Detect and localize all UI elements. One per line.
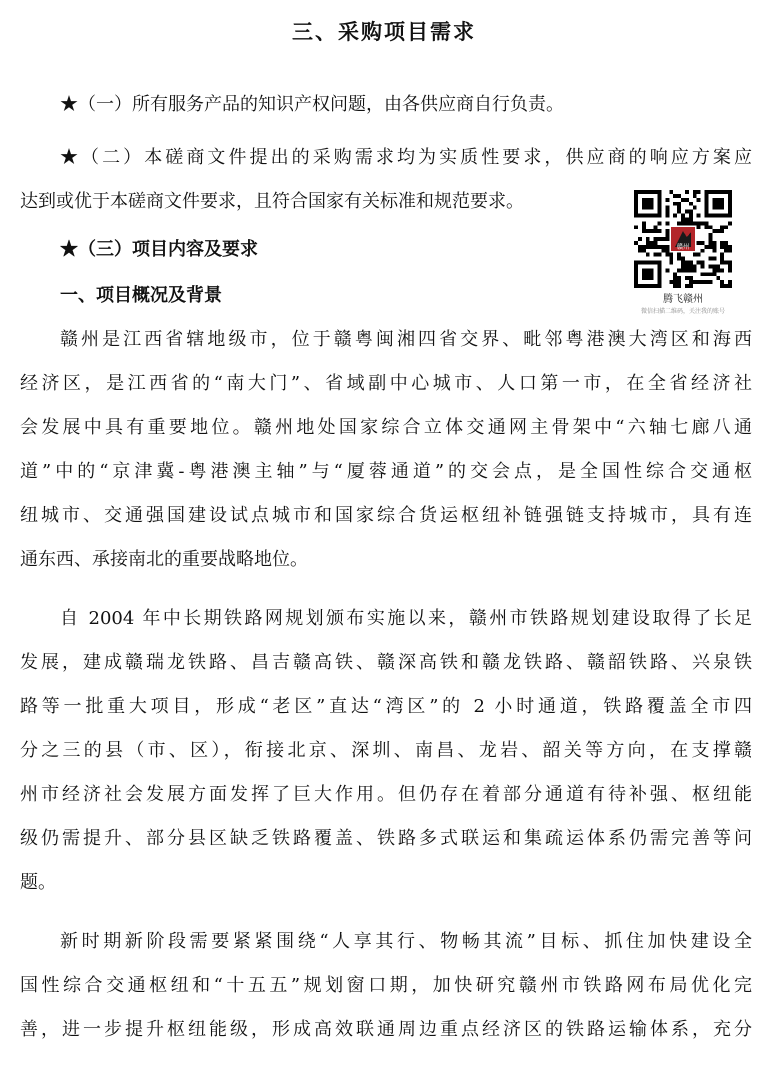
section-heading: ★（三）项目内容及要求 xyxy=(60,239,258,260)
text-line: ★（二）本磋商文件提出的采购需求均为实质性要求，供应商的响应方案应 xyxy=(60,147,752,168)
page-title: 三、采购项目需求 xyxy=(292,19,476,44)
text-line: 路等一批重大项目，形成“老区”直达“湾区”的 2 小时通道，铁路覆盖全市四 xyxy=(20,696,752,717)
qr-code-icon xyxy=(634,190,732,288)
text-line: 会发展中具有重要地位。赣州地处国家综合立体交通网主骨架中“六轴七廊八通 xyxy=(20,417,752,438)
text-line: 善，进一步提升枢纽能级，形成高效联通周边重点经济区的铁路运输体系，充分 xyxy=(20,1019,752,1040)
text-line: 国性综合交通枢纽和“十五五”规划窗口期，加快研究赣州市铁路网布局优化完 xyxy=(20,975,752,996)
text-line: 自 2004 年中长期铁路网规划颁布实施以来，赣州市铁路规划建设取得了长足 xyxy=(60,608,752,629)
text-line: 道”中的“京津冀-粤港澳主轴”与“厦蓉通道”的交会点，是全国性综合交通枢 xyxy=(20,461,752,482)
text-line: 新时期新阶段需要紧紧围绕“人享其行、物畅其流”目标、抓住加快建设全 xyxy=(60,931,752,952)
qr-logo-text: 赣州 xyxy=(676,243,690,251)
qr-code-block xyxy=(632,190,734,315)
text-line: 通东西、承接南北的重要战略地位。 xyxy=(20,549,308,570)
text-line: 经济区，是江西省的“南大门”、省域副中心城市、人口第一市，在全省经济社 xyxy=(20,373,752,394)
qr-account-name: 腾飞赣州 xyxy=(663,294,703,305)
qr-hint-text: 微信扫描二维码，关注我的账号 xyxy=(640,308,725,315)
text-line: 发展，建成赣瑞龙铁路、昌吉赣高铁、赣深高铁和赣龙铁路、赣韶铁路、兴泉铁 xyxy=(20,652,752,673)
text-line: 题。 xyxy=(20,872,56,893)
text-line: 赣州是江西省辖地级市，位于赣粤闽湘四省交界、毗邻粤港澳大湾区和海西 xyxy=(60,329,752,350)
text-line: 级仍需提升、部分县区缺乏铁路覆盖、铁路多式联运和集疏运体系仍需完善等问 xyxy=(20,828,752,849)
text-line: 达到或优于本磋商文件要求，且符合国家有关标准和规范要求。 xyxy=(20,191,524,212)
text-line: 纽城市、交通强国建设试点城市和国家综合货运枢纽补链强链支持城市，具有连 xyxy=(20,505,752,526)
text-line: ★（一）所有服务产品的知识产权问题，由各供应商自行负责。 xyxy=(60,94,564,115)
text-line: 州市经济社会发展方面发挥了巨大作用。但仍存在着部分通道有待补强、枢纽能 xyxy=(20,784,752,805)
text-line: 分之三的县（市、区），衔接北京、深圳、南昌、龙岩、韶关等方向，在支撑赣 xyxy=(20,740,752,761)
section-heading: 一、项目概况及背景 xyxy=(60,285,222,306)
